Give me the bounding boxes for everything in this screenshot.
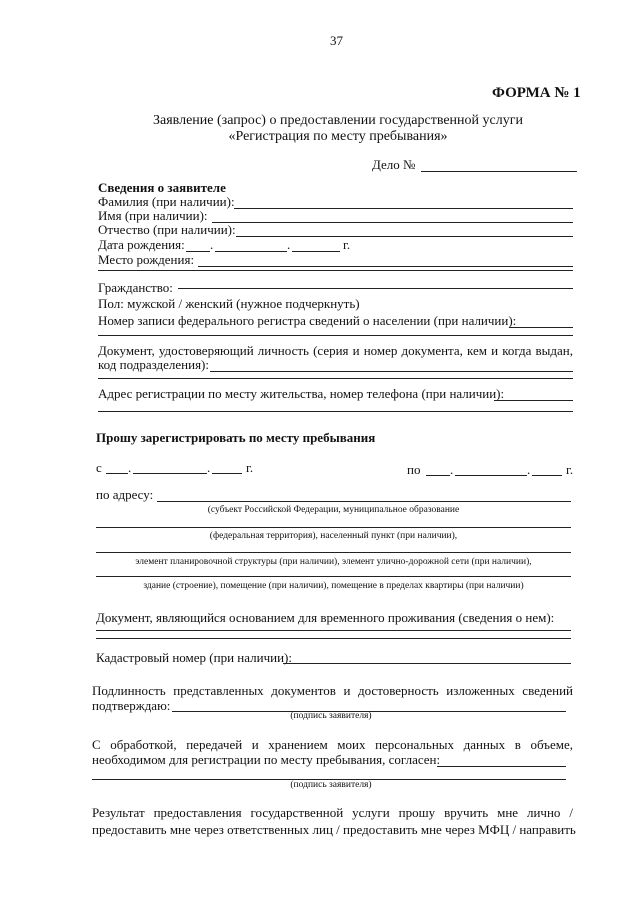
heading-line2: «Регистрация по месту пребывания» [228,129,448,144]
cadastral-label: Кадастровый номер (при наличии): [96,650,292,665]
surname-field[interactable] [234,208,573,209]
heading-line1: Заявление (запрос) о предоставлении государственной услуги [153,113,523,128]
date-to-year-field[interactable] [532,475,562,476]
address-label: по адресу: [96,487,154,502]
page-number: 37 [330,33,343,48]
id-document-label-cont: код подразделения): [98,357,209,372]
birth-date-separator: . [287,237,291,252]
date-separator: . [207,460,211,475]
consent-text-cont: необходимом для регистрации по месту пребывания, согласен: [92,752,441,767]
address-hint-3: элемент планировочной структуры (при наличии), элемент улично-дорожной сети (при наличии), [135,557,532,567]
birth-year-field[interactable] [292,251,340,252]
date-separator: . [128,460,132,475]
date-from-day-field[interactable] [106,473,128,474]
address-hint-4: здание (строение), помещение (при наличии), помещение в пределах квартиры (при наличии) [143,581,524,591]
cadastral-field[interactable] [283,663,571,664]
first-name-label: Имя (при наличии): [98,208,208,223]
address-hint-2: (федеральная территория), населенный пункт (при наличии), [209,531,458,541]
date-from-year-field[interactable] [212,473,242,474]
date-to-day-field[interactable] [426,475,450,476]
address-field-line3[interactable] [96,552,571,553]
address-field-line1[interactable] [157,501,571,502]
birth-place-label: Место рождения: [98,252,195,267]
address-hint-1: (субъект Российской Федерации, муниципальное образование [207,505,460,515]
id-document-field-line2[interactable] [98,378,573,379]
id-document-label: Документ, удостоверяющий личность (серия и номер документа, кем и когда выдан, [98,343,573,358]
request-section-title: Прошу зарегистрировать по месту пребывания [96,430,376,445]
confirm-signature-hint: (подпись заявителя) [290,711,372,721]
registry-record-field-line2[interactable] [98,335,573,336]
result-text-cont: предоставить мне через ответственных лиц / предоставить мне через МФЦ / направить [92,822,576,837]
address-field-line4[interactable] [96,576,571,577]
registry-record-label: Номер записи федерального регистра сведений о населении (при наличии): [98,313,517,328]
registry-record-field[interactable] [509,327,573,328]
patronymic-label: Отчество (при наличии): [98,222,236,237]
birth-date-separator: . [210,237,214,252]
year-suffix: г. [343,237,351,252]
temp-document-label: Документ, являющийся основанием для временного проживания (сведения о нем): [96,610,555,625]
surname-label: Фамилия (при наличии): [98,194,235,209]
citizenship-field[interactable] [178,288,573,289]
gender-label: Пол: мужской / женский (нужное подчеркнуть) [98,296,360,311]
date-from-month-field[interactable] [133,473,207,474]
residence-address-field-line2[interactable] [98,411,573,412]
birth-place-field-line2[interactable] [98,270,573,271]
birth-date-label: Дата рождения: [98,237,185,252]
applicant-section-title: Сведения о заявителе [98,180,226,195]
consent-text: С обработкой, передачей и хранением моих персональных данных в объеме, [92,737,573,752]
date-separator: . [450,462,454,477]
consent-signature-field[interactable] [437,766,566,767]
confirm-text-cont: подтверждаю: [92,698,171,713]
date-to-label: по [407,462,421,477]
confirm-text: Подлинность представленных документов и достоверность изложенных сведений [92,683,573,698]
citizenship-label: Гражданство: [98,280,173,295]
residence-address-label: Адрес регистрации по месту жительства, номер телефона (при наличии): [98,386,505,401]
case-number-field[interactable] [421,171,577,172]
first-name-field[interactable] [212,222,573,223]
birth-month-field[interactable] [215,251,287,252]
consent-signature-hint: (подпись заявителя) [290,780,372,790]
case-number-label: Дело № [372,157,416,172]
date-separator: . [527,462,531,477]
address-field-line2[interactable] [96,527,571,528]
year-suffix: г. [566,462,574,477]
result-text: Результат предоставления государственной услуги прошу вручить мне лично / [92,805,573,820]
date-from-label: с [96,460,102,475]
birth-place-field[interactable] [198,266,573,267]
temp-document-field-line2[interactable] [96,638,571,639]
year-suffix: г. [246,460,254,475]
temp-document-field-line1[interactable] [96,630,571,631]
residence-address-field[interactable] [494,400,573,401]
id-document-field[interactable] [210,371,573,372]
form-title: ФОРМА № 1 [492,85,581,101]
date-to-month-field[interactable] [455,475,527,476]
